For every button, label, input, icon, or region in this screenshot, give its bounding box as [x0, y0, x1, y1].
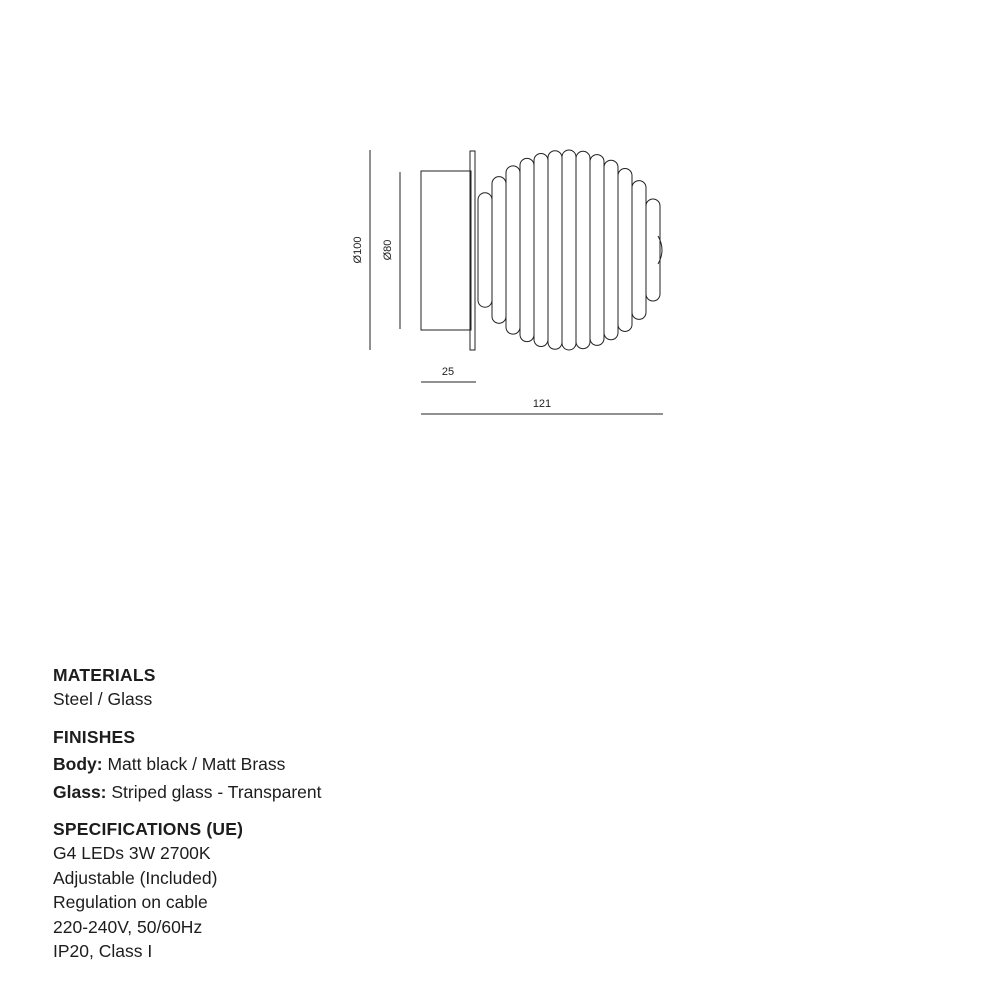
outer-diameter-label: Ø100 [352, 236, 364, 264]
striped-glass-shade [478, 150, 660, 350]
glass-rib [520, 158, 534, 341]
glass-rib [548, 151, 562, 350]
finish-glass-label: Glass: [53, 782, 107, 802]
total-depth-label: 121 [532, 398, 552, 410]
glass-rib [506, 166, 520, 334]
glass-rib [604, 160, 618, 340]
specifications-heading: SPECIFICATIONS (UE) [53, 819, 244, 839]
glass-rib [646, 199, 660, 301]
finish-glass-value: Striped glass - Transparent [111, 782, 322, 802]
glass-rib [576, 151, 590, 348]
finish-glass-row [53, 780, 321, 804]
glass-rib [478, 193, 492, 307]
glass-rib [618, 169, 632, 332]
base-depth-label: 25 [441, 366, 455, 378]
spec-line: Regulation on cable [53, 892, 208, 912]
inner-diameter-label: Ø80 [382, 239, 394, 261]
finish-body-row [53, 752, 285, 776]
finishes-heading: FINISHES [53, 727, 136, 747]
finish-body-value: Matt black / Matt Brass [107, 754, 286, 774]
spec-line: IP20, Class I [53, 941, 153, 961]
wall-base [421, 171, 471, 330]
materials-heading: MATERIALS [53, 665, 156, 685]
spec-line: 220-240V, 50/60Hz [53, 917, 203, 937]
materials-value: Steel / Glass [53, 689, 153, 709]
spec-line: G4 LEDs 3W 2700K [53, 843, 211, 863]
glass-rib [534, 153, 548, 346]
technical-drawing [0, 0, 1000, 460]
glass-rib [632, 181, 646, 320]
finish-body-label: Body: [53, 754, 103, 774]
glass-rib [562, 150, 576, 350]
glass-rib [590, 155, 604, 346]
spec-line: Adjustable (Included) [53, 868, 218, 888]
glass-rib [492, 177, 506, 324]
